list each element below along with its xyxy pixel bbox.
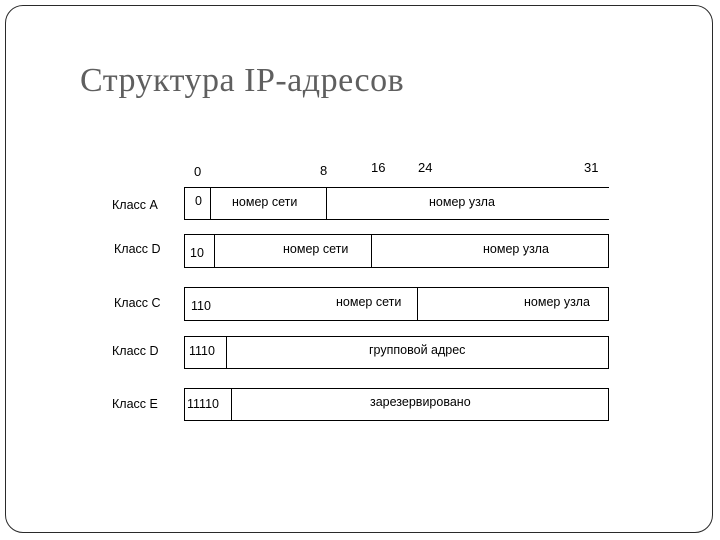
bit-position-0: 0 (194, 164, 202, 179)
bit-position-8: 8 (320, 163, 328, 178)
ip-address-structure-diagram (104, 156, 614, 432)
class-c-host-field: номер узла (524, 295, 590, 309)
class-a-divider-1 (210, 187, 211, 220)
class-e-label: Класс Е (112, 397, 158, 411)
class-e-divider-1 (231, 388, 232, 421)
class-c-prefix: 110 (191, 299, 211, 313)
class-c-network-field: номер сети (336, 295, 402, 309)
class-d-label: Класс D (112, 344, 159, 358)
class-a-host-field: номер узла (429, 195, 495, 209)
slide-title: Структура IP-адресов (80, 62, 405, 99)
class-b-network-field: номер сети (283, 242, 349, 256)
class-d-prefix: 1110 (189, 344, 215, 358)
class-c-divider-1 (417, 287, 418, 321)
class-a-prefix: 0 (195, 194, 202, 208)
class-a-network-field: номер сети (232, 195, 298, 209)
class-c-label: Класс С (114, 296, 161, 310)
class-d-divider-1 (226, 336, 227, 369)
class-b-divider-1 (214, 234, 215, 268)
class-b-divider-2 (371, 234, 372, 268)
class-e-prefix: 11110 (187, 397, 219, 411)
class-b-label: Класс D (114, 242, 161, 256)
bit-position-24: 24 (418, 160, 433, 175)
bit-position-16: 16 (371, 160, 386, 175)
class-e-reserved-field: зарезервировано (370, 395, 471, 409)
class-b-host-field: номер узла (483, 242, 549, 256)
class-b-prefix: 10 (190, 246, 204, 260)
class-a-divider-2 (326, 187, 327, 220)
bit-position-31: 31 (584, 160, 599, 175)
class-d-group-address-field: групповой адрес (369, 343, 466, 357)
class-a-label: Класс А (112, 198, 158, 212)
